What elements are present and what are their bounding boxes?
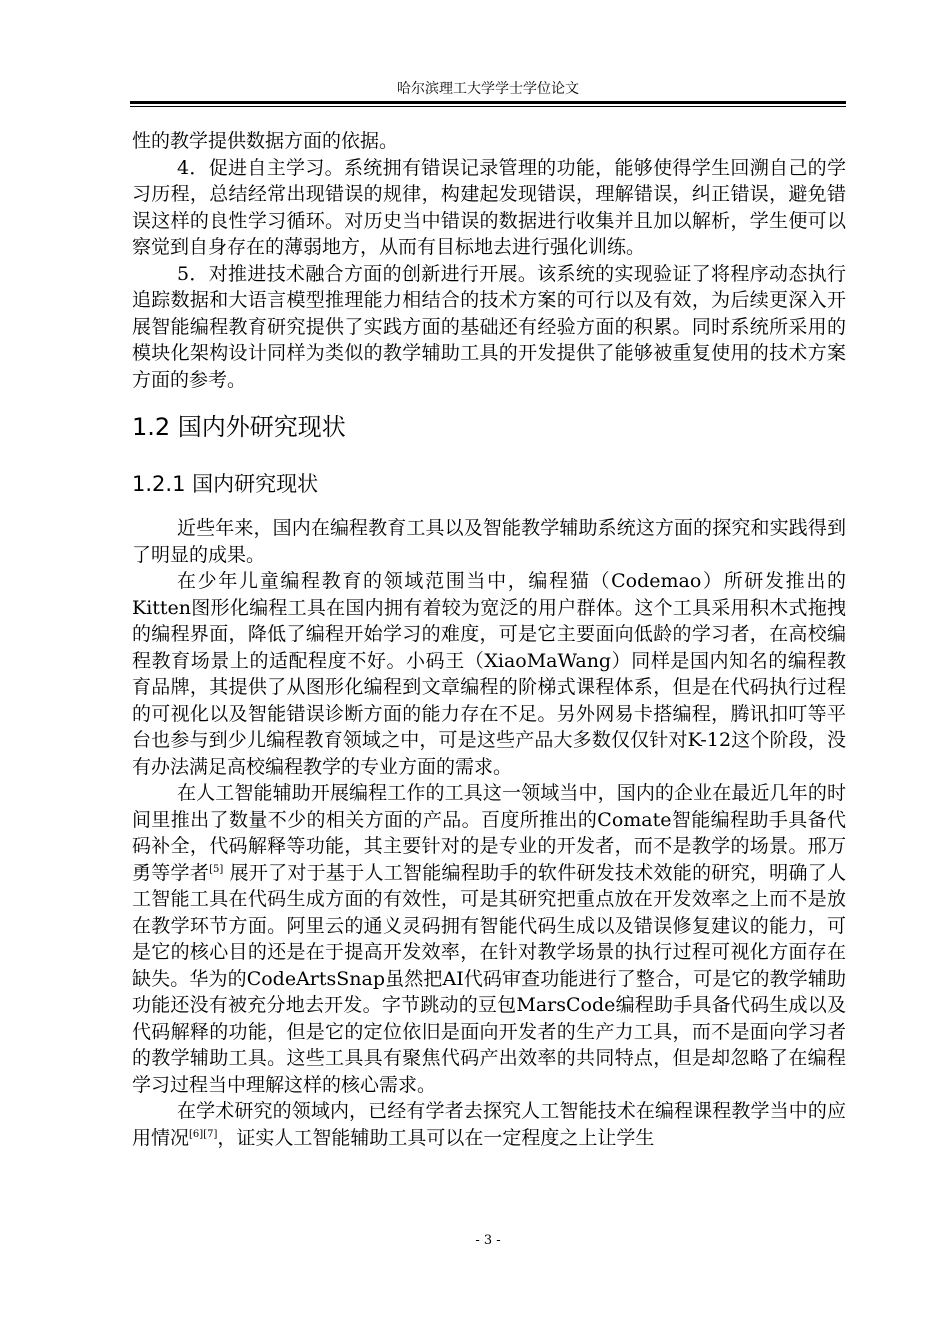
- header-rule-thin: [130, 106, 846, 107]
- header-rule-thick: [130, 101, 846, 104]
- paragraph-children-coding: 在少年儿童编程教育的领域范围当中，编程猫（Codemao）所研发推出的Kitten图形化编程工具在国内拥有着较为宽泛的用户群体。这个工具采用积木式拖拽的编程界面，降低了编程开始学习的难度，可是它主要面向低龄的学习者，在高校编程教育场景上的适配程度不好。小码王（XiaoMaWang）同样是国内知名的编程教育品牌，其提供了从图形化编程到文章编程的阶梯式课程体系，但是在代码执行过程的可视化以及智能错误诊断方面的能力存在不足。另外网易卡搭编程，腾讯扣叮等平台也参与到少儿编程教育领域之中，可是这些产品大多数仅仅针对K-12这个阶段，没有办法满足高校编程教学的专业方面的需求。: [132, 570, 846, 778]
- subsection-heading-1-2-1: 1.2.1 国内研究现状: [132, 472, 319, 496]
- citation-ref: [5]: [209, 863, 224, 875]
- paragraph-academic: [132, 1098, 846, 1151]
- paragraph-ai-tools: [132, 780, 846, 1098]
- paragraph-text: 在学术研究的领域内，已经有学者去探究人工智能技术在编程课程教学当中的应用情况: [132, 1100, 846, 1149]
- paragraph-text: 展开了对于基于人工智能编程助手的软件研发技术效能的研究，明确了人工智能工具在代码生成方面的有效性，可是其研究把重点放在开发效率之上而不是放在教学环节方面。阿里云的通义灵码拥有智能代码生成以及错误修复建议的能力，可是它的核心目的还是在于提高开发效率，在针对教学场景的执行过程可视化方面存在缺失。华为的CodeArtsSnap虽然把AI代码审查功能进行了整合，可是它的教学辅助功能还没有被充分地去开发。字节跳动的豆包MarsCode编程助手具备代码生成以及代码解释的功能，但是它的定位依旧是面向开发者的生产力工具，而不是面向学习者的教学辅助工具。这些工具具有聚焦代码产出效率的共同特点，但是却忽略了在编程学习过程当中理解这样的核心需求。: [132, 861, 846, 1096]
- paragraph-item-4: 4．促进自主学习。系统拥有错误记录管理的功能，能够使得学生回溯自己的学习历程，总结经常出现错误的规律，构建起发现错误，理解错误，纠正错误，避免错误这样的良性学习循环。对历史当中错误的数据进行收集并且加以解析，学生便可以察觉到自身存在的薄弱地方，从而有目标地去进行强化训练。: [132, 156, 846, 258]
- paragraph-text: 在人工智能辅助开展编程工作的工具这一领域当中，国内的企业在最近几年的时间里推出了数量不少的相关方面的产品。百度所推出的Comate智能编程助手具备代码补全，代码解释等功能，其主要针对的是专业的开发者，而不是教学的场景。邢万勇等学者: [132, 782, 846, 884]
- section-heading-1-2: 1.2 国内外研究现状: [132, 413, 346, 441]
- paragraph-item-5: 5．对推进技术融合方面的创新进行开展。该系统的实现验证了将程序动态执行追踪数据和大语言模型推理能力相结合的技术方案的可行以及有效，为后续更深入开展智能编程教育研究提供了实践方面的基础还有经验方面的积累。同时系统所采用的模块化架构设计同样为类似的教学辅助工具的开发提供了能够被重复使用的技术方案方面的参考。: [132, 262, 846, 391]
- citation-ref: [6][7]: [189, 1128, 218, 1140]
- paragraph-continuation: 性的教学提供数据方面的依据。: [132, 130, 399, 152]
- page-body: [132, 128, 846, 1151]
- paragraph-text: ，证实人工智能辅助工具可以在一定程度之上让学生: [217, 1126, 655, 1149]
- page-number: - 3 -: [475, 1233, 501, 1248]
- running-header: 哈尔滨理工大学学士学位论文: [397, 81, 579, 97]
- paragraph-intro: 近些年来，国内在编程教育工具以及智能教学辅助系统这方面的探究和实践得到了明显的成果。: [132, 517, 846, 566]
